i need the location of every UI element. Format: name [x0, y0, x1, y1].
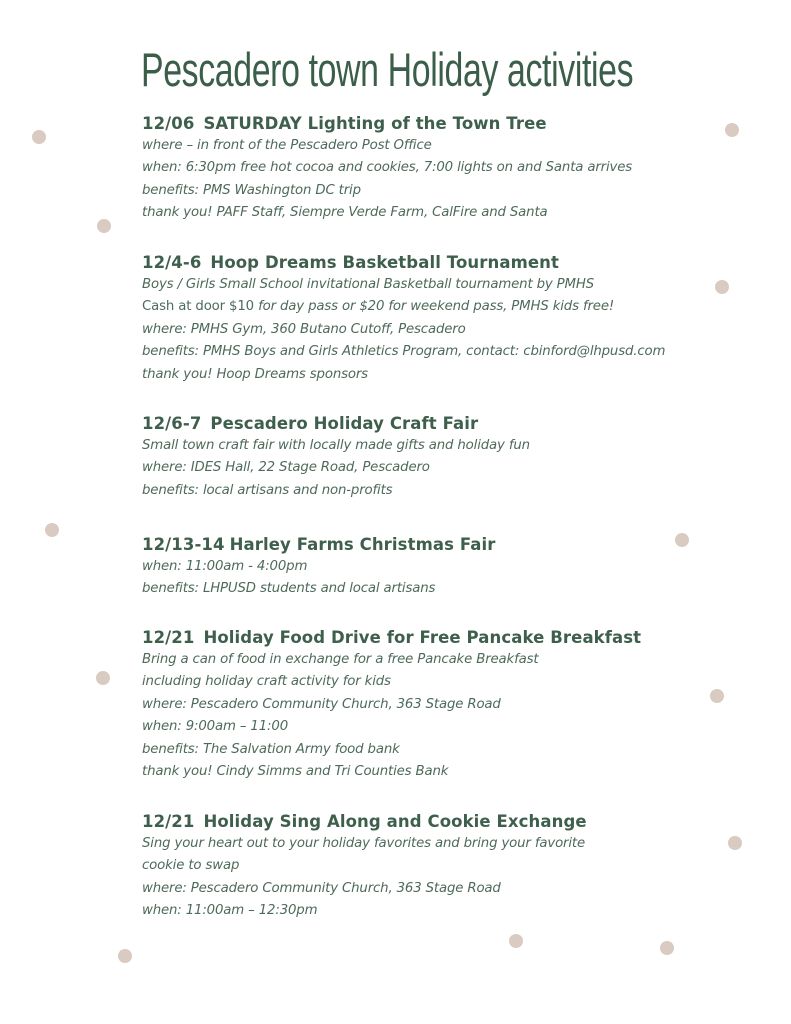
contact-text: benefits: PMHS Boys and Girls Athletics Program, contact: cbinford@lhpusd.com [142, 344, 666, 360]
event-line: when: 9:00am – 11:00 [142, 719, 288, 735]
event-line: including holiday craft activity for kids [142, 674, 391, 690]
page-title: Pescadero town Holiday activities [141, 43, 634, 96]
event-date: 12/21 [142, 812, 195, 831]
event-title: SATURDAY Lighting of the Town Tree [203, 114, 547, 133]
event-line: benefits: local artisans and non-profits [142, 482, 393, 498]
cash-at-door-text: Cash at door $10 [142, 299, 254, 315]
event-line: where: IDES Hall, 22 Stage Road, Pescadero [142, 460, 430, 476]
event-line: thank you! Cindy Simms and Tri Counties Bank [142, 764, 449, 780]
event-date: 12/13-14 [142, 535, 225, 554]
event-line: where: Pescadero Community Church, 363 Stage Road [142, 880, 501, 896]
event-line: when: 6:30pm free hot cocoa and cookies, 7:00 lights on and Santa arrives [142, 160, 633, 176]
event-date: 12/4-6 [142, 253, 202, 272]
event-title: Pescadero Holiday Craft Fair [210, 414, 479, 433]
event-date: 12/06 [142, 114, 195, 133]
pass-prices-text: for day pass or $20 for weekend pass, PMHS kids free! [254, 299, 615, 315]
event-title: Holiday Sing Along and Cookie Exchange [203, 812, 587, 831]
event-line: benefits: The Salvation Army food bank [142, 741, 400, 757]
event-line: when: 11:00am - 4:00pm [142, 559, 308, 574]
event-line: where – in front of the Pescadero Post Office [142, 138, 432, 153]
event-title: Harley Farms Christmas Fair [229, 535, 496, 554]
event-title: Hoop Dreams Basketball Tournament [210, 253, 559, 272]
event-date: 12/6-7 [142, 414, 202, 433]
event-line: when: 11:00am – 12:30pm [142, 903, 318, 919]
event-date: 12/21 [142, 628, 195, 647]
event-line: Sing your heart out to your holiday favorites and bring your favorite [142, 836, 586, 851]
event-line: cookie to swap [142, 858, 240, 874]
event-line: Boys / Girls Small School invitational Basketball tournament by PMHS [142, 277, 594, 292]
event-line: benefits: PMS Washington DC trip [142, 182, 361, 198]
event-line: where: PMHS Gym, 360 Butano Cutoff, Pescadero [142, 321, 466, 337]
event-line: thank you! Hoop Dreams sponsors [142, 366, 368, 382]
event-line: benefits: LHPUSD students and local artisans [142, 581, 436, 597]
event-line: Bring a can of food in exchange for a free Pancake Breakfast [142, 652, 539, 667]
event-line: Small town craft fair with locally made gifts and holiday fun [142, 438, 530, 453]
event-line: where: Pescadero Community Church, 363 Stage Road [142, 696, 501, 712]
event-title: Holiday Food Drive for Free Pancake Breakfast [203, 628, 642, 647]
event-line: thank you! PAFF Staff, Siempre Verde Farm, CalFire and Santa [142, 205, 548, 221]
